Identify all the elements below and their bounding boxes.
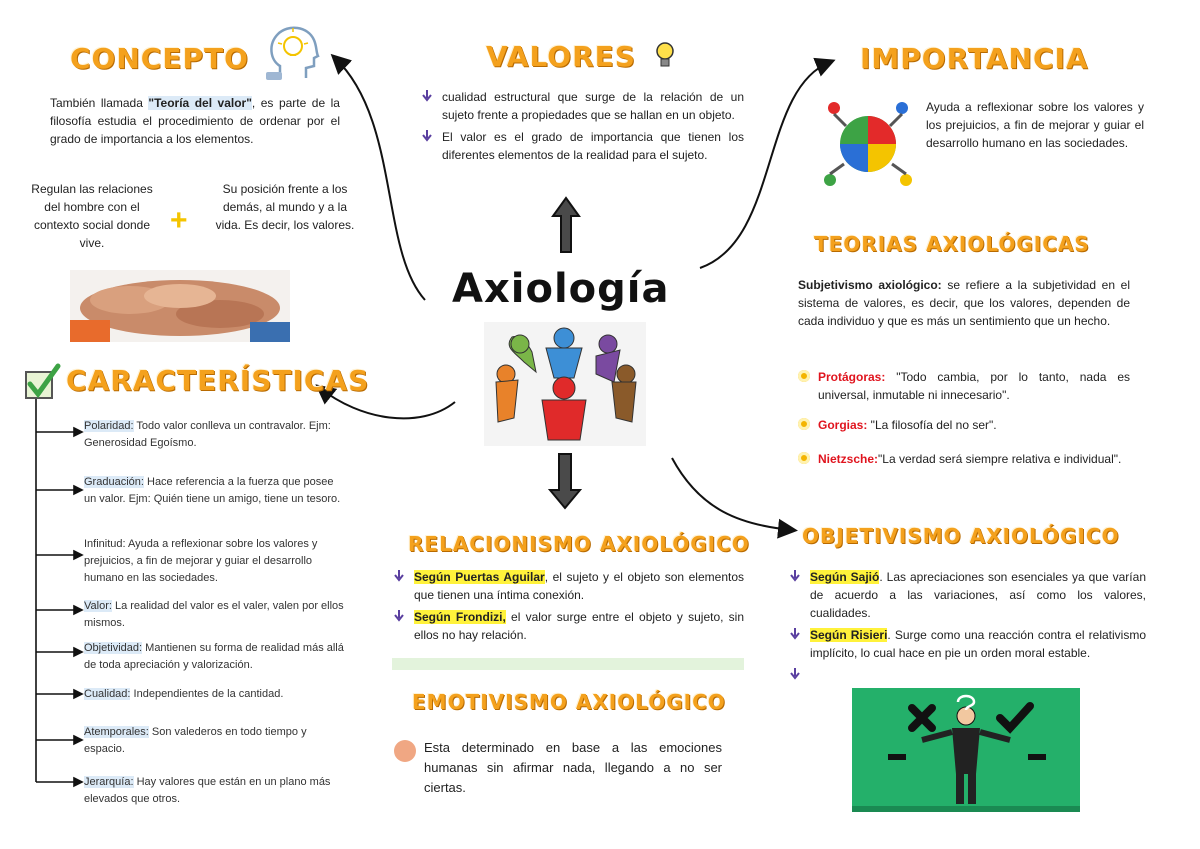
- main-title: Axiología: [452, 266, 670, 312]
- arrow-to-concepto: [335, 58, 425, 300]
- bullet-dot-icon: [798, 370, 810, 382]
- plus-icon: +: [170, 204, 188, 237]
- list-item: cualidad estructural que surge de la relación de un sujeto frente a propiedades que se hallan en un objeto.: [420, 88, 744, 124]
- caracteristicas-title: CARACTERÍSTICAS: [66, 364, 370, 397]
- subjetivismo-text: Subjetivismo axiológico: se refiere a la subjetividad en el sistema de valores, es decir, que los valores, dependen de cada individuo y que es más un sentimiento que un hecho.: [798, 278, 1131, 328]
- caracteristicas-bracket: [36, 398, 82, 786]
- bullet-arrow-icon: [790, 628, 800, 640]
- valores-title: VALORES: [486, 40, 636, 73]
- up-arrow-icon: [551, 196, 581, 254]
- bullet-dot-icon: [798, 418, 810, 430]
- bullet-arrow-icon: [394, 570, 404, 582]
- bullet-arrow-icon: [422, 90, 432, 102]
- list-item: Graduación: Hace referencia a la fuerza que posee un valor. Ejm: Quién tiene un amigo, tiene un tesoro.: [84, 476, 341, 505]
- list-item: Atemporales: Son valederos en todo tiempo y espacio.: [84, 726, 307, 755]
- list-item: Objetividad: Mantienen su forma de realidad más allá de toda apreciación y valorización.: [84, 642, 344, 671]
- bullet-arrow-icon: [790, 570, 800, 582]
- quote-protagoras: Protágoras: "Todo cambia, por lo tanto, nada es universal, inmutable ni innecesario".: [798, 368, 1130, 404]
- lightbulb-icon: [654, 40, 676, 70]
- checkbox-checked-icon: [22, 362, 62, 402]
- list-item: Según Risieri. Surge como una reacción contra el relativismo implícito, lo cual hace en pie un orden moral estable.: [788, 626, 1146, 662]
- bullet-dot-icon: [798, 452, 810, 464]
- concepto-title: CONCEPTO: [70, 42, 249, 75]
- list-item: Valor: La realidad del valor es el valer, valen por ellos mismos.: [84, 600, 344, 629]
- list-item: Según Sajió. Las apreciaciones son esenciales ya que varían de acuerdo a las variaciones, así como los valores, cualidades.: [788, 568, 1146, 622]
- quote-gorgias: Gorgias: "La filosofía del no ser".: [798, 416, 1130, 434]
- puzzle-people-image: [820, 96, 916, 192]
- list-item: Jerarquía: Hay valores que están en un plano más elevados que otros.: [84, 776, 331, 805]
- people-circle-image: [484, 322, 646, 446]
- list-item: Polaridad: Todo valor conlleva un contravalor. Ejm: Generosidad Egoísmo.: [84, 420, 331, 449]
- relacionismo-title: RELACIONISMO AXIOLÓGICO: [408, 532, 750, 556]
- joined-hands-image: [70, 270, 290, 342]
- teorias-title: TEORIAS AXIOLÓGICAS: [814, 232, 1090, 256]
- decision-man-image: [852, 688, 1080, 812]
- down-arrow-icon: [548, 452, 582, 510]
- quote-nietzsche: Nietzsche:"La verdad será siempre relativa e individual".: [798, 450, 1130, 468]
- list-item: Según Puertas Aguilar, el sujeto y el objeto son elementos que tienen una íntima conexión.: [392, 568, 744, 604]
- bullet-arrow-icon: [790, 668, 800, 680]
- list-item: Según Frondizi, el valor surge entre el objeto y sujeto, sin ellos no hay relación.: [392, 608, 744, 644]
- concepto-text: También llamada "Teoría del valor", es parte de la filosofía estudia el procedimiento de ordenar por el grado de importancia a los elementos.: [50, 96, 340, 146]
- head-lightbulb-icon: [262, 22, 324, 82]
- emotivismo-text: Esta determinado en base a las emociones humanas sin afirmar nada, llegando a no ser ciertas.: [424, 740, 722, 795]
- emotivismo-title: EMOTIVISMO AXIOLÓGICO: [412, 690, 726, 714]
- importancia-text: Ayuda a reflexionar sobre los valores y los prejuicios, a fin de mejorar y guiar el desarrollo humano en las sociedades.: [926, 100, 1144, 150]
- concepto-left-note: Regulan las relaciones del hombre con el contexto social donde vive.: [31, 182, 153, 250]
- bullet-arrow-icon: [394, 610, 404, 622]
- circle-bullet-icon: [394, 740, 416, 762]
- concepto-right-note: Su posición frente a los demás, al mundo y a la vida. Es decir, los valores.: [215, 182, 355, 232]
- valores-list: [420, 88, 744, 168]
- list-item: Cualidad: Independientes de la cantidad.: [84, 688, 284, 700]
- objetivismo-title: OBJETIVISMO AXIOLÓGICO: [802, 524, 1120, 548]
- objetivismo-list: [788, 568, 1146, 666]
- list-item: El valor es el grado de importancia que tienen los diferentes elementos de la realidad para el sujeto.: [420, 128, 744, 164]
- importancia-title: IMPORTANCIA: [860, 42, 1089, 75]
- divider-bar: [392, 658, 744, 670]
- list-item: Infinitud: Ayuda a reflexionar sobre los valores y prejuicios, a fin de mejorar y guiar el desarrollo humano en las sociedades.: [84, 538, 318, 584]
- bullet-arrow-icon: [422, 130, 432, 142]
- arrow-to-objetivismo: [672, 458, 792, 530]
- relacionismo-list: [392, 568, 744, 648]
